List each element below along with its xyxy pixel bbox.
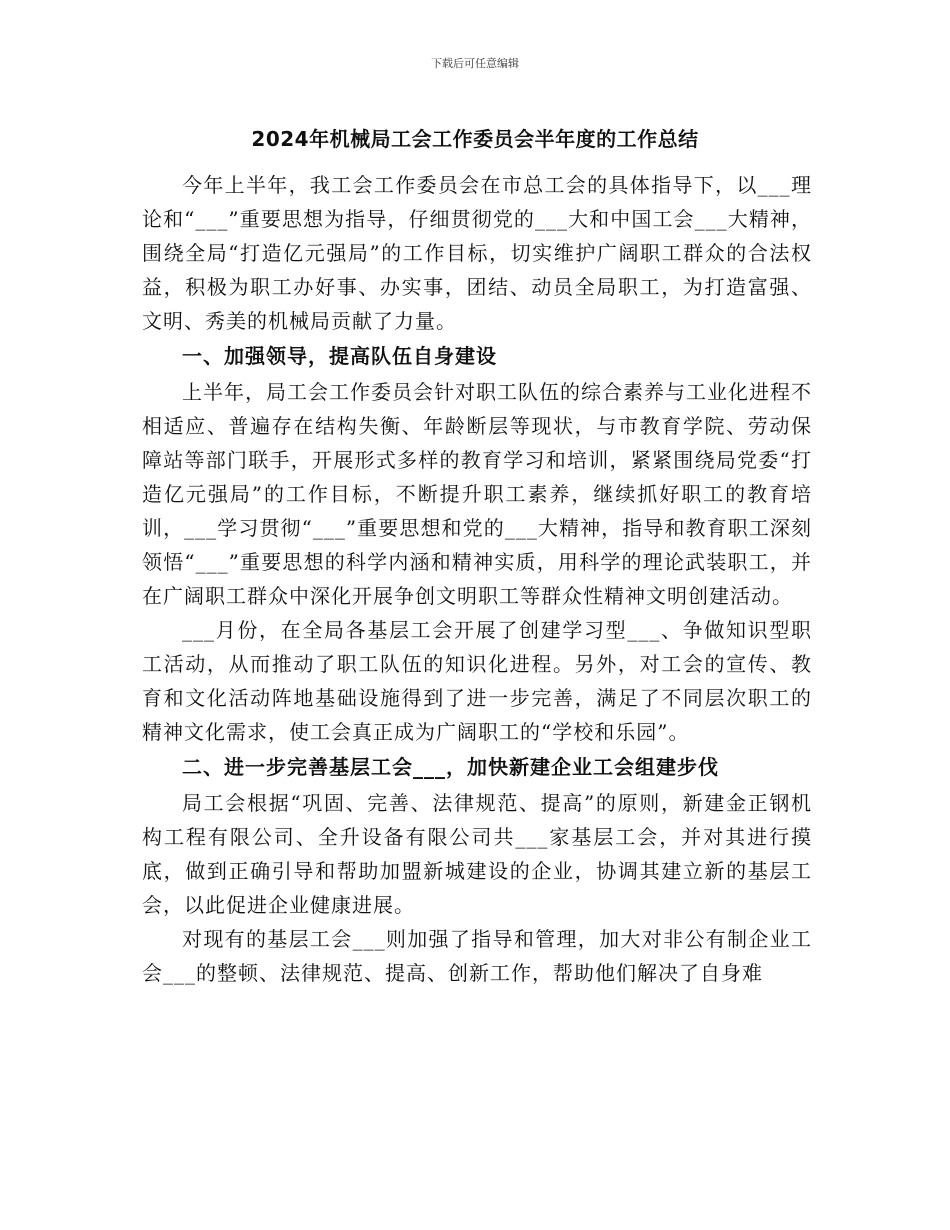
document-body (142, 168, 812, 990)
intro-paragraph: 今年上半年，我工会工作委员会在市总工会的具体指导下，以___理论和“___”重要思想为指导，仔细贯彻党的___大和中国工会___大精神，围绕全局“打造亿元强局”的工作目标，切实维护广阔职工群众的合法权益，积极为职工办好事、办实事，团结、动员全局职工，为打造富强、文明、秀美的机械局贡献了力量。 (142, 173, 812, 333)
section-2-heading: 二、进一步完善基层工会___，加快新建企业工会组建步伐 (182, 755, 719, 779)
section-2-paragraph-1: 局工会根据“巩固、完善、法律规范、提高”的原则，新建金正钢机构工程有限公司、全升设备有限公司共___家基层工会，并对其进行摸底，做到正确引导和帮助加盟新城建设的企业，协调其建立新的基层工会，以此促进企业健康进展。 (142, 791, 812, 917)
section-1-paragraph-1: 上半年，局工会工作委员会针对职工队伍的综合素养与工业化进程不相适应、普遍存在结构失衡、年龄断层等现状，与市教育学院、劳动保障站等部门联手，开展形式多样的教育学习和培训，紧紧围绕局党委“打造亿元强局”的工作目标，不断提升职工素养，继续抓好职工的教育培训，___学习贯彻“___”重要思想和党的___大精神，指导和教育职工深刻领悟“___”重要思想的科学内涵和精神实质，用科学的理论武装职工，并在广阔职工群众中深化开展争创文明职工等群众性精神文明创建活动。 (142, 380, 812, 608)
document-title: 2024年机械局工会工作委员会半年度的工作总结 (251, 127, 699, 151)
section-2-paragraph-2: 对现有的基层工会___则加强了指导和管理，加大对非公有制企业工会___的整顿、法律规范、提高、创新工作，帮助他们解决了自身难 (142, 927, 812, 985)
section-1-heading: 一、加强领导，提高队伍自身建设 (182, 344, 497, 368)
section-1-paragraph-2: ___月份，在全局各基层工会开展了创建学习型___、争做知识型职工活动，从而推动了职工队伍的知识化进程。另外，对工会的宣传、教育和文化活动阵地基础设施得到了进一步完善，满足了不同层次职工的精神文化需求，使工会真正成为广阔职工的“学校和乐园”。 (142, 618, 812, 744)
header-note: 下载后可任意编辑 (431, 57, 519, 70)
